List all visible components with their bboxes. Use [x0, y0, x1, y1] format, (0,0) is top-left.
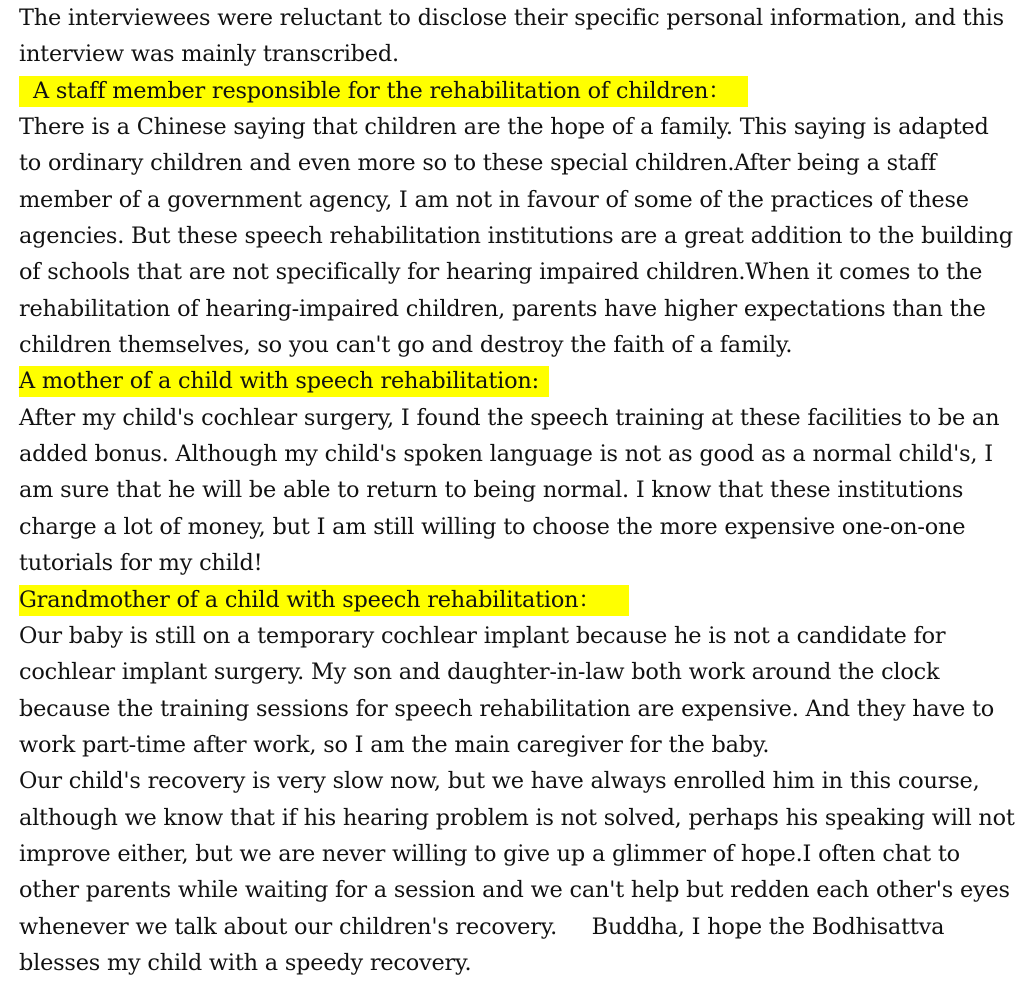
text-line: children themselves, so you can't go and destroy the faith of a family. — [19, 332, 793, 359]
text-line: of schools that are not specifically for hearing impaired children.When it comes to the — [19, 259, 983, 286]
text-line: Our baby is still on a temporary cochlear implant because he is not a candidate for — [19, 622, 946, 649]
text-line: tutorials for my child! — [19, 550, 263, 577]
text-line: There is a Chinese saying that children are the hope of a family. This saying is adapted — [19, 114, 989, 141]
text-line: added bonus. Although my child's spoken language is not as good as a normal child's, I — [19, 441, 993, 468]
text-line: although we know that if his hearing problem is not solved, perhaps his speaking will not — [19, 804, 1015, 831]
text-line: am sure that he will be able to return to being normal. I know that these institutions — [19, 477, 964, 504]
text-line: to ordinary children and even more so to these special children.After being a staff — [19, 150, 937, 177]
text-line: Our child's recovery is very slow now, but we have always enrolled him in this course, — [19, 768, 980, 795]
text-line: After my child's cochlear surgery, I found the speech training at these facilities to be an — [19, 404, 1000, 431]
intro-line: The interviewees were reluctant to disclose their specific personal information, and this — [19, 5, 1004, 31]
text-line: blesses my child with a speedy recovery. — [19, 949, 472, 976]
highlighted-speaker-label: Grandmother of a child with speech rehabilitation： — [19, 585, 629, 616]
text-line: rehabilitation of hearing-impaired children, parents have higher expectations than the — [19, 295, 986, 322]
text-line: charge a lot of money, but I am still willing to choose the more expensive one-on-one — [19, 513, 966, 540]
text-line: member of a government agency, I am not in favour of some of the practices of these — [19, 186, 969, 213]
text-line: whenever we talk about our children's recovery. Buddha, I hope the Bodhisattva — [19, 913, 945, 940]
highlighted-speaker-label: A mother of a child with speech rehabilitation: — [19, 366, 549, 397]
text-line: because the training sessions for speech rehabilitation are expensive. And they have to — [19, 695, 995, 722]
intro-line: interview was mainly transcribed. — [19, 41, 399, 68]
speaker-heading-grandmother — [19, 582, 1014, 618]
text-line: other parents while waiting for a session and we can't help but redden each other's eyes — [19, 877, 1010, 904]
text-line: cochlear implant surgery. My son and daughter-in-law both work around the clock — [19, 659, 940, 686]
text-line: agencies. But these speech rehabilitation institutions are a great addition to the building — [19, 223, 1013, 250]
speaker-heading-mother — [19, 363, 1014, 399]
interview-transcript — [19, 0, 1014, 981]
highlighted-speaker-label: A staff member responsible for the rehabilitation of children： — [19, 76, 748, 107]
speaker-heading-staff — [19, 73, 1014, 109]
text-line: improve either, but we are never willing to give up a glimmer of hope.I often chat to — [19, 840, 960, 867]
text-line: work part-time after work, so I am the main caregiver for the baby. — [19, 731, 770, 758]
